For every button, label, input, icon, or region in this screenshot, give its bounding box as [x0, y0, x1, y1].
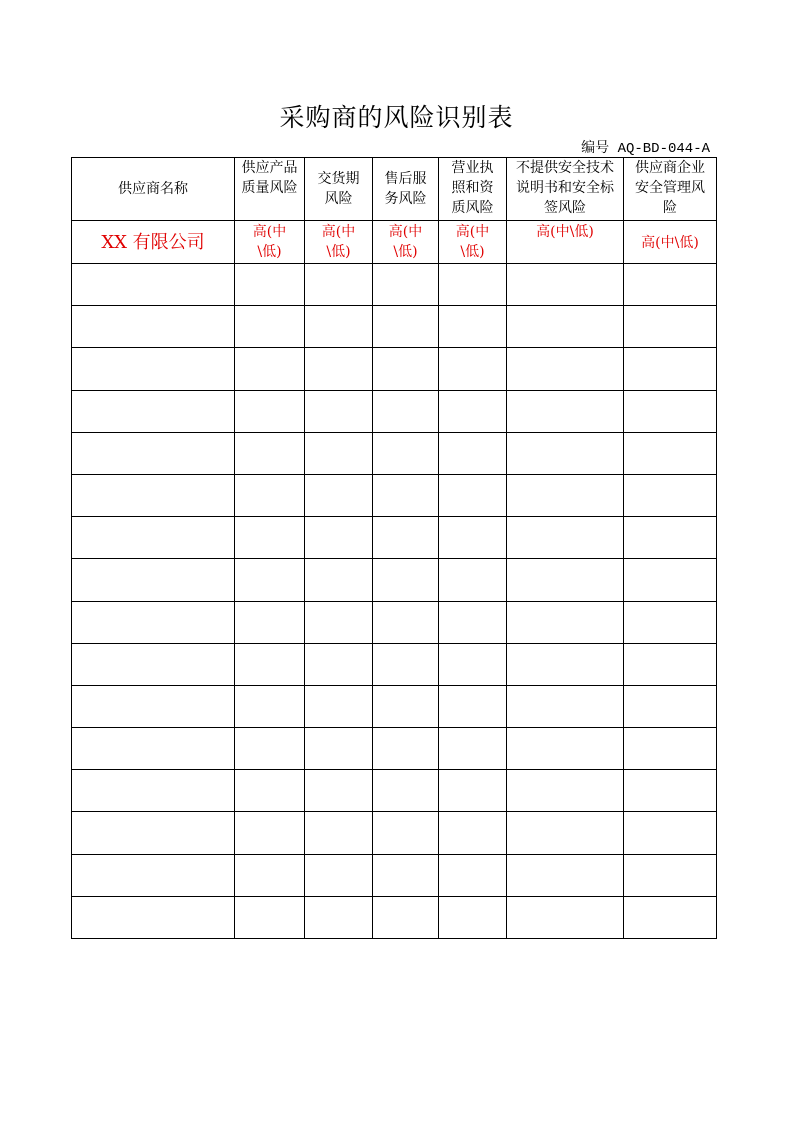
empty-cell[interactable] — [72, 306, 235, 348]
header-supplier-name: 供应商名称 — [72, 158, 235, 221]
risk-cell[interactable]: 高(中\低) — [439, 221, 507, 264]
table-row — [72, 432, 717, 474]
empty-cell[interactable] — [235, 306, 305, 348]
table-row — [72, 896, 717, 938]
doc-code-value: AQ-BD-044-A — [617, 141, 710, 157]
empty-cell[interactable] — [72, 854, 235, 896]
table-row — [72, 390, 717, 432]
empty-cell[interactable] — [305, 432, 373, 474]
empty-cell[interactable] — [235, 348, 305, 390]
empty-cell[interactable] — [439, 306, 507, 348]
risk-cell[interactable]: 高(中\低) — [507, 221, 624, 264]
empty-cell[interactable] — [439, 601, 507, 643]
empty-cell[interactable] — [507, 812, 624, 854]
risk-cell[interactable]: 高(中\低) — [305, 221, 373, 264]
empty-cell[interactable] — [235, 432, 305, 474]
table-row — [72, 770, 717, 812]
empty-cell[interactable] — [507, 264, 624, 306]
empty-cell[interactable] — [373, 432, 439, 474]
empty-cell[interactable] — [235, 601, 305, 643]
risk-cell[interactable]: 高(中\低) — [373, 221, 439, 264]
header-safety-mgmt-risk: 供应商企业安全管理风险 — [624, 158, 717, 221]
empty-cell[interactable] — [305, 264, 373, 306]
empty-cell[interactable] — [439, 812, 507, 854]
empty-cell[interactable] — [624, 348, 717, 390]
empty-cell[interactable] — [439, 896, 507, 938]
empty-cell[interactable] — [507, 728, 624, 770]
risk-cell[interactable]: 高(中\低) — [235, 221, 305, 264]
empty-cell[interactable] — [624, 474, 717, 516]
header-after-sales-risk: 售后服务风险 — [373, 158, 439, 221]
empty-cell[interactable] — [507, 643, 624, 685]
table-row — [72, 728, 717, 770]
empty-cell[interactable] — [305, 854, 373, 896]
empty-cell[interactable] — [373, 474, 439, 516]
empty-cell[interactable] — [305, 390, 373, 432]
empty-cell[interactable] — [624, 854, 717, 896]
empty-cell[interactable] — [305, 728, 373, 770]
empty-cell[interactable] — [439, 264, 507, 306]
empty-cell[interactable] — [507, 559, 624, 601]
empty-cell[interactable] — [72, 390, 235, 432]
empty-cell[interactable] — [439, 854, 507, 896]
empty-cell[interactable] — [507, 601, 624, 643]
empty-cell[interactable] — [305, 306, 373, 348]
empty-cell[interactable] — [72, 264, 235, 306]
empty-cell[interactable] — [439, 685, 507, 727]
empty-cell[interactable] — [305, 601, 373, 643]
empty-cell[interactable] — [235, 896, 305, 938]
empty-cell[interactable] — [235, 728, 305, 770]
empty-cell[interactable] — [373, 348, 439, 390]
empty-cell[interactable] — [72, 728, 235, 770]
empty-cell[interactable] — [373, 770, 439, 812]
empty-cell[interactable] — [373, 896, 439, 938]
table-row — [72, 264, 717, 306]
document-code — [581, 137, 710, 157]
empty-cell[interactable] — [72, 601, 235, 643]
empty-cell[interactable] — [235, 474, 305, 516]
empty-cell[interactable] — [507, 685, 624, 727]
empty-cell[interactable] — [305, 559, 373, 601]
supplier-name-cell[interactable]: XX 有限公司 — [72, 221, 235, 264]
header-delivery-risk: 交货期风险 — [305, 158, 373, 221]
empty-cell[interactable] — [624, 432, 717, 474]
empty-cell[interactable] — [624, 517, 717, 559]
empty-cell[interactable] — [72, 812, 235, 854]
empty-cell[interactable] — [624, 559, 717, 601]
table-row — [72, 601, 717, 643]
table-row — [72, 559, 717, 601]
risk-table — [71, 157, 717, 939]
doc-code-label: 编号 — [581, 140, 610, 156]
table-row — [72, 643, 717, 685]
empty-cell[interactable] — [373, 390, 439, 432]
empty-cell[interactable] — [305, 685, 373, 727]
example-row — [72, 221, 717, 264]
table-row — [72, 685, 717, 727]
empty-cell[interactable] — [439, 770, 507, 812]
header-sds-label-risk: 不提供安全技术说明书和安全标签风险 — [507, 158, 624, 221]
table-row — [72, 348, 717, 390]
empty-cell[interactable] — [439, 432, 507, 474]
empty-cell[interactable] — [305, 517, 373, 559]
empty-cell[interactable] — [72, 643, 235, 685]
empty-cell[interactable] — [373, 728, 439, 770]
empty-cell[interactable] — [373, 517, 439, 559]
empty-cell[interactable] — [507, 854, 624, 896]
empty-cell[interactable] — [507, 896, 624, 938]
header-quality-risk: 供应产品质量风险 — [235, 158, 305, 221]
empty-cell[interactable] — [235, 812, 305, 854]
empty-cell[interactable] — [305, 474, 373, 516]
empty-cell[interactable] — [235, 517, 305, 559]
empty-cell[interactable] — [373, 264, 439, 306]
empty-cell[interactable] — [235, 770, 305, 812]
empty-cell[interactable] — [305, 896, 373, 938]
empty-cell[interactable] — [507, 432, 624, 474]
empty-cell[interactable] — [373, 812, 439, 854]
empty-cell[interactable] — [624, 770, 717, 812]
empty-cell[interactable] — [72, 348, 235, 390]
empty-cell[interactable] — [72, 432, 235, 474]
empty-cell[interactable] — [624, 306, 717, 348]
empty-cell[interactable] — [235, 390, 305, 432]
empty-cell[interactable] — [624, 812, 717, 854]
empty-cell[interactable] — [507, 474, 624, 516]
empty-cell[interactable] — [72, 474, 235, 516]
empty-cell[interactable] — [624, 728, 717, 770]
header-license-risk: 营业执照和资质风险 — [439, 158, 507, 221]
empty-cell[interactable] — [373, 306, 439, 348]
empty-cell[interactable] — [373, 643, 439, 685]
empty-cell[interactable] — [305, 643, 373, 685]
empty-cell[interactable] — [235, 559, 305, 601]
page-title: 采购商的风险识别表 — [279, 103, 514, 132]
empty-cell[interactable] — [305, 812, 373, 854]
empty-cell[interactable] — [439, 517, 507, 559]
table-row — [72, 854, 717, 896]
table-row — [72, 812, 717, 854]
empty-cell[interactable] — [373, 559, 439, 601]
empty-cell[interactable] — [235, 643, 305, 685]
empty-cell[interactable] — [624, 390, 717, 432]
risk-cell[interactable]: 高(中\低) — [624, 221, 717, 264]
empty-cell[interactable] — [439, 728, 507, 770]
empty-cell[interactable] — [624, 601, 717, 643]
empty-cell[interactable] — [507, 306, 624, 348]
empty-cell[interactable] — [439, 643, 507, 685]
empty-cell[interactable] — [624, 896, 717, 938]
empty-cell[interactable] — [235, 264, 305, 306]
empty-cell[interactable] — [72, 517, 235, 559]
empty-cell[interactable] — [507, 390, 624, 432]
empty-cell[interactable] — [439, 348, 507, 390]
empty-cell[interactable] — [624, 643, 717, 685]
table-row — [72, 306, 717, 348]
empty-cell[interactable] — [72, 559, 235, 601]
empty-cell[interactable] — [439, 474, 507, 516]
empty-cell[interactable] — [72, 770, 235, 812]
table-row — [72, 474, 717, 516]
empty-cell[interactable] — [373, 685, 439, 727]
empty-cell[interactable] — [624, 685, 717, 727]
empty-cell[interactable] — [72, 896, 235, 938]
empty-cell[interactable] — [305, 348, 373, 390]
empty-cell[interactable] — [235, 685, 305, 727]
empty-rows — [72, 264, 717, 939]
empty-cell[interactable] — [305, 770, 373, 812]
empty-cell[interactable] — [439, 559, 507, 601]
header-row — [72, 158, 717, 221]
empty-cell[interactable] — [72, 685, 235, 727]
empty-cell[interactable] — [624, 264, 717, 306]
table-row — [72, 517, 717, 559]
empty-cell[interactable] — [439, 390, 507, 432]
empty-cell[interactable] — [507, 517, 624, 559]
empty-cell[interactable] — [507, 348, 624, 390]
empty-cell[interactable] — [373, 854, 439, 896]
empty-cell[interactable] — [235, 854, 305, 896]
empty-cell[interactable] — [373, 601, 439, 643]
empty-cell[interactable] — [507, 770, 624, 812]
